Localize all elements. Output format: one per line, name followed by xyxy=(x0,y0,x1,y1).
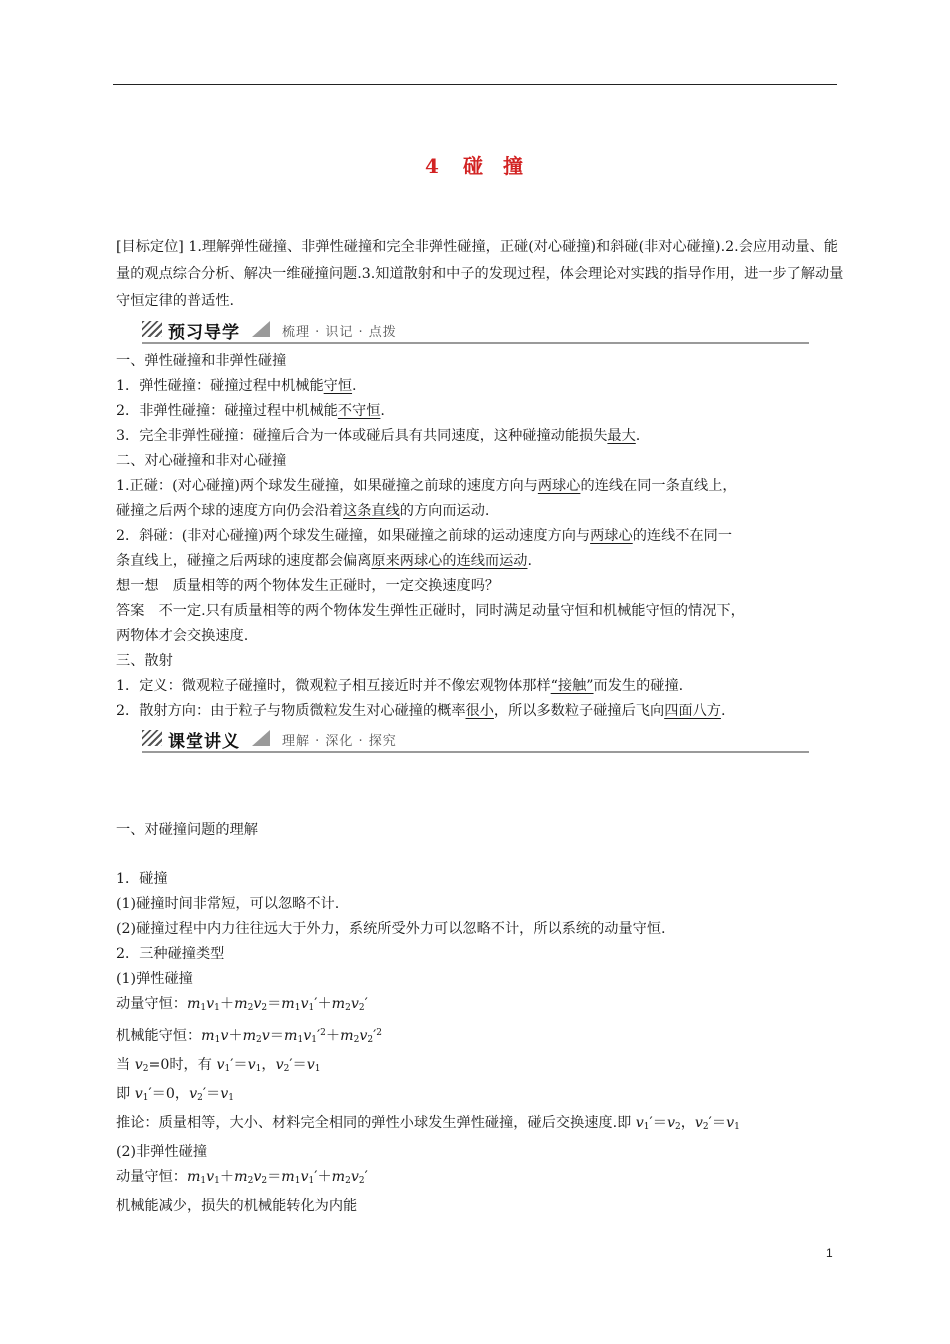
list-item: 1.正碰：(对心碰撞)两个球发生碰撞，如果碰撞之前球的速度方向与两球心的连线在同一条直线上， xyxy=(116,478,737,494)
section-heading: 一、对碰撞问题的理解 xyxy=(116,822,258,838)
list-item: 1．定义：微观粒子碰撞时，微观粒子相互接近时并不像宏观物体那样“接触”而发生的碰撞. xyxy=(116,678,684,694)
list-item: 2．斜碰：(非对心碰撞)两个球发生碰撞，如果碰撞之前球的运动速度方向与两球心的连线不在同一 xyxy=(116,528,733,544)
section-heading: 一、弹性碰撞和非弹性碰撞 xyxy=(116,353,287,369)
list-item: 2．散射方向：由于粒子与物质微粒发生对心碰撞的概率很小，所以多数粒子碰撞后飞向四面八方. xyxy=(116,703,726,719)
banner-stripes-icon xyxy=(142,321,162,337)
section-heading: 三、散射 xyxy=(116,653,173,669)
banner-triangle-icon xyxy=(252,321,270,337)
title-number: 4 xyxy=(425,154,441,178)
fill-blank: 两球心 xyxy=(537,478,581,494)
banner-title: 课堂讲义 xyxy=(168,732,240,752)
fill-blank: 很小 xyxy=(465,703,494,719)
fill-blank: 守恒 xyxy=(323,378,353,394)
title-char-1: 碰 xyxy=(462,154,485,178)
fill-blank: 这条直线 xyxy=(343,503,400,519)
banner-title: 预习导学 xyxy=(168,323,240,343)
inference-text: 推论：质量相等，大小、材料完全相同的弹性小球发生弹性碰撞，碰后交换速度.即 $v_1'=v_2$，$v_2'=v_1$ xyxy=(116,1115,740,1132)
list-item: 机械能减少，损失的机械能转化为内能 xyxy=(116,1198,358,1214)
section-heading: 二、对心碰撞和非对心碰撞 xyxy=(116,453,287,469)
fill-blank: 原来两球心的连线而运动 xyxy=(371,553,528,569)
answer-text: 答案 不一定.只有质量相等的两个物体发生弹性正碰时，同时满足动量守恒和机械能守恒的情况下， xyxy=(116,603,745,619)
formula-momentum: 动量守恒：$m_1v_1+m_2v_2=m_1v_1'+m_2v_2'$ xyxy=(116,1169,368,1186)
list-item: 1．碰撞 xyxy=(116,871,168,887)
list-item: (2)非弹性碰撞 xyxy=(116,1144,208,1160)
document-body xyxy=(116,234,851,1219)
fill-blank: 四面八方 xyxy=(664,703,721,719)
answer-text-cont: 两物体才会交换速度. xyxy=(116,628,249,644)
objective-label: [目标定位] xyxy=(116,239,184,255)
section-banner-lecture xyxy=(116,728,851,752)
banner-subtitle: 梳理 · 识记 · 点拨 xyxy=(282,325,397,340)
banner-rule xyxy=(142,751,809,753)
objective-paragraph xyxy=(116,234,851,315)
section-banner-preview xyxy=(116,319,851,343)
list-item: 2．三种碰撞类型 xyxy=(116,946,225,962)
objective-text: 1.理解弹性碰撞、非弹性碰撞和完全非弹性碰撞，正碰(对心碰撞)和斜碰(非对心碰撞).2.会应用动量、能量的观点综合分析、解决一维碰撞问题.3.知道散射和中子的发现过程，体会理论对实践的指导作用，进一步了解动量守恒定律的普适性. xyxy=(116,239,844,309)
fill-blank: 最大 xyxy=(607,428,636,444)
list-item: 1．弹性碰撞：碰撞过程中机械能守恒. xyxy=(116,378,357,394)
list-item: (1)弹性碰撞 xyxy=(116,971,193,987)
list-item: (1)碰撞时间非常短，可以忽略不计. xyxy=(116,896,340,912)
think-question: 想一想 质量相等的两个物体发生正碰时，一定交换速度吗？ xyxy=(116,578,500,594)
list-item: 3．完全非弹性碰撞：碰撞后合为一体或碰后具有共同速度，这种碰撞动能损失最大. xyxy=(116,428,641,444)
formula-result: 即 $v_1'=0$，$v_2'=v_1$ xyxy=(116,1086,234,1103)
banner-stripes-icon xyxy=(142,730,162,746)
fill-blank: 两球心 xyxy=(590,528,633,544)
banner-rule xyxy=(142,342,809,344)
fill-blank: “接触” xyxy=(550,678,594,694)
list-item: (2)碰撞过程中内力往往远大于外力，系统所受外力可以忽略不计，所以系统的动量守恒. xyxy=(116,921,666,937)
list-item: 2．非弹性碰撞：碰撞过程中机械能不守恒. xyxy=(116,403,385,419)
banner-subtitle: 理解 · 深化 · 探究 xyxy=(282,734,397,749)
list-item-cont: 条直线上，碰撞之后两球的速度都会偏离原来两球心的连线而运动. xyxy=(116,553,532,569)
formula-energy: 机械能守恒：$m_1v+m_2v=m_1v_1'^2+m_2v_2'^2$ xyxy=(116,1028,383,1045)
page-number: 1 xyxy=(826,1246,833,1260)
header-rule xyxy=(113,84,837,85)
fill-blank: 不守恒 xyxy=(337,403,381,419)
banner-triangle-icon xyxy=(252,730,270,746)
page-title xyxy=(0,150,950,179)
list-item-cont: 碰撞之后两个球的速度方向仍会沿着这条直线的方向而运动. xyxy=(116,503,490,519)
formula-condition: 当 $v_2=0$时，有 $v_1'=v_1$，$v_2'=v_1$ xyxy=(116,1057,321,1074)
title-char-2: 撞 xyxy=(502,154,525,178)
formula-momentum: 动量守恒：$m_1v_1+m_2v_2=m_1v_1'+m_2v_2'$ xyxy=(116,996,368,1013)
